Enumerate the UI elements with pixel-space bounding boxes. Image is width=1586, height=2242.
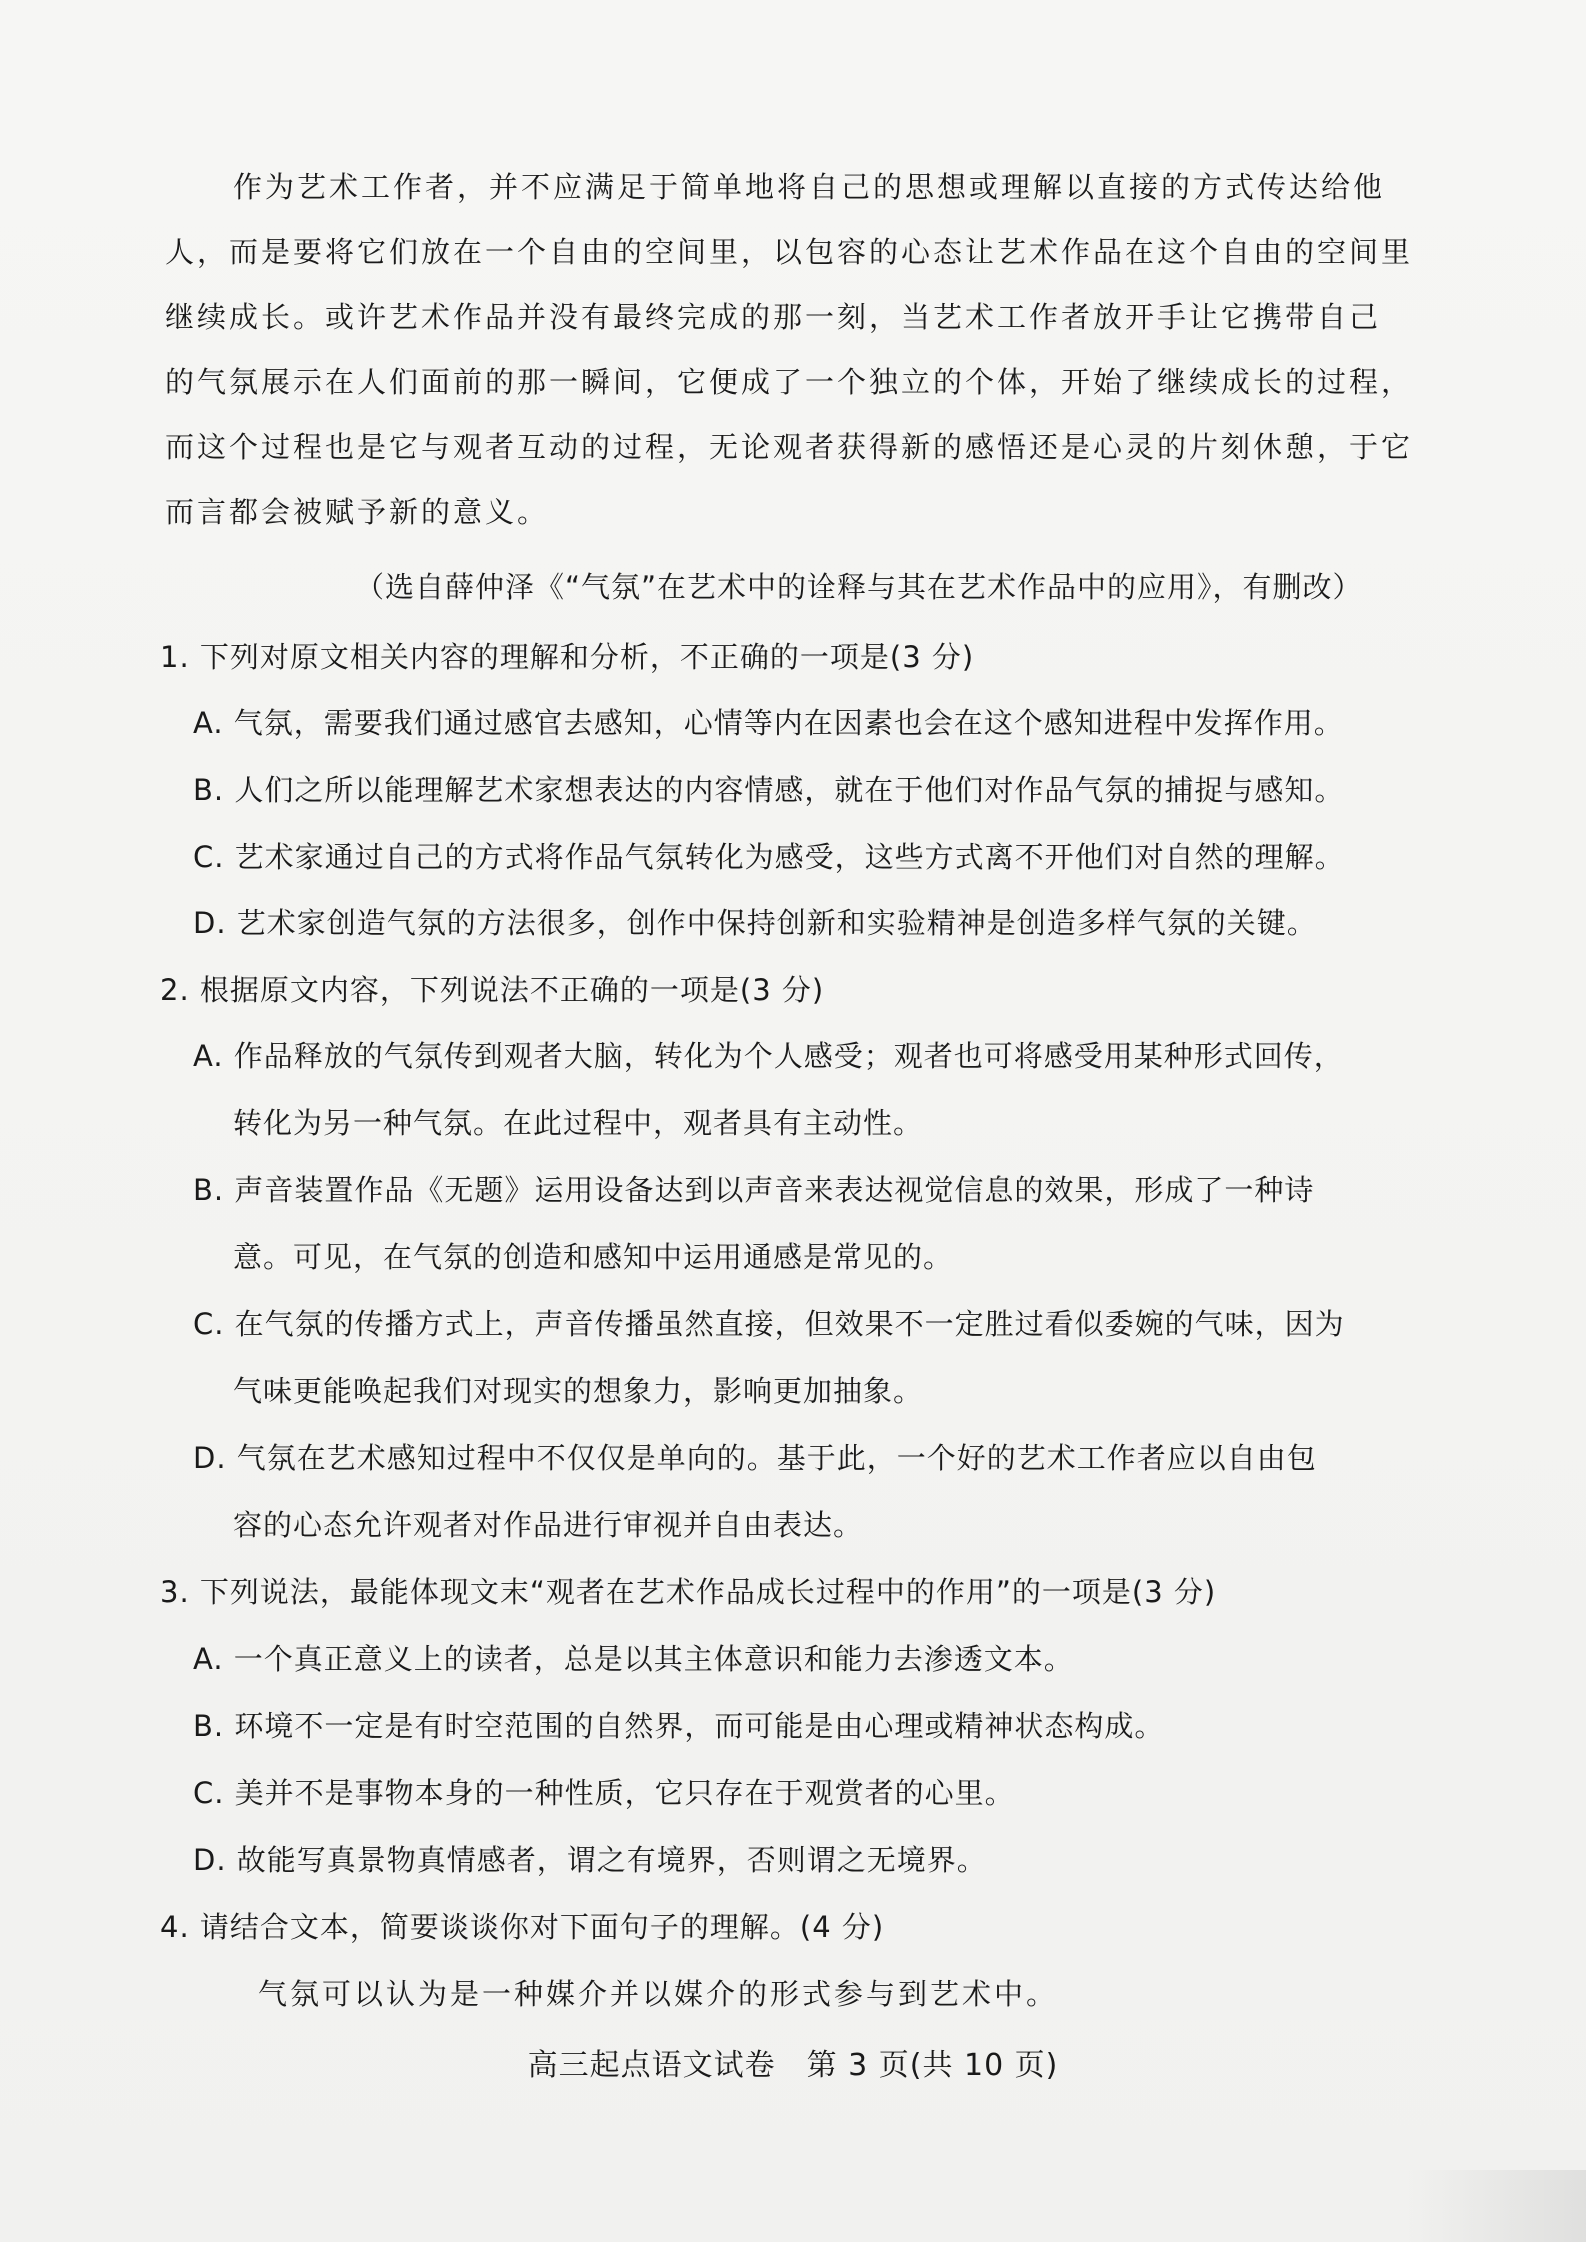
question-1-option-a: A. 气氛，需要我们通过感官去感知，心情等内在因素也会在这个感知进程中发挥作用。 — [193, 706, 1344, 740]
passage-line: 作为艺术工作者，并不应满足于简单地将自己的思想或理解以直接的方式传达给他 — [233, 170, 1386, 204]
question-1-stem: 1. 下列对原文相关内容的理解和分析，不正确的一项是(3 分) — [160, 640, 975, 674]
question-3-option-a: A. 一个真正意义上的读者，总是以其主体意识和能力去渗透文本。 — [193, 1642, 1074, 1676]
question-4-quote: 气氛可以认为是一种媒介并以媒介的形式参与到艺术中。 — [258, 1977, 1059, 2011]
question-2-option-b: B. 声音装置作品《无题》运用设备达到以声音来表达视觉信息的效果，形成了一种诗 — [193, 1173, 1315, 1207]
page-footer: 高三起点语文试卷 第 3 页(共 10 页) — [527, 2048, 1059, 2083]
question-2-option-a: A. 作品释放的气氛传到观者大脑，转化为个人感受；观者也可将感受用某种形式回传， — [193, 1039, 1344, 1073]
question-2-option-c: C. 在气氛的传播方式上，声音传播虽然直接，但效果不一定胜过看似委婉的气味，因为 — [193, 1307, 1345, 1341]
passage-line: 而这个过程也是它与观者互动的过程，无论观者获得新的感悟还是心灵的片刻休憩，于它 — [165, 430, 1414, 464]
question-2-option-b-cont: 意。可见，在气氛的创造和感知中运用通感是常见的。 — [233, 1240, 954, 1274]
question-2-option-d-cont: 容的心态允许观者对作品进行审视并自由表达。 — [233, 1508, 864, 1542]
question-1-option-c: C. 艺术家通过自己的方式将作品气氛转化为感受，这些方式离不开他们对自然的理解。 — [193, 840, 1345, 874]
question-3-option-b: B. 环境不一定是有时空范围的自然界，而可能是由心理或精神状态构成。 — [193, 1709, 1165, 1743]
passage-line: 的气氛展示在人们面前的那一瞬间，它便成了一个独立的个体，开始了继续成长的过程， — [165, 365, 1414, 399]
question-2-stem: 2. 根据原文内容，下列说法不正确的一项是(3 分) — [160, 973, 825, 1007]
question-3-option-d: D. 故能写真景物真情感者，谓之有境界，否则谓之无境界。 — [193, 1843, 987, 1877]
question-4-stem: 4. 请结合文本，简要谈谈你对下面句子的理解。(4 分) — [160, 1910, 885, 1944]
question-2-option-a-cont: 转化为另一种气氛。在此过程中，观者具有主动性。 — [233, 1106, 924, 1140]
question-2-option-c-cont: 气味更能唤起我们对现实的想象力，影响更加抽象。 — [233, 1374, 924, 1408]
question-1-option-b: B. 人们之所以能理解艺术家想表达的内容情感，就在于他们对作品气氛的捕捉与感知。 — [193, 773, 1345, 807]
passage-source: （选自薛仲泽《“气氛”在艺术中的诠释与其在艺术作品中的应用》，有删改） — [355, 570, 1363, 604]
passage-line: 而言都会被赋予新的意义。 — [165, 495, 550, 529]
question-2-option-d: D. 气氛在艺术感知过程中不仅仅是单向的。基于此，一个好的艺术工作者应以自由包 — [193, 1441, 1317, 1475]
question-3-stem: 3. 下列说法，最能体现文末“观者在艺术作品成长过程中的作用”的一项是(3 分) — [160, 1575, 1217, 1609]
question-3-option-c: C. 美并不是事物本身的一种性质，它只存在于观赏者的心里。 — [193, 1776, 1015, 1810]
passage-paragraph — [165, 155, 1414, 545]
passage-line: 人，而是要将它们放在一个自由的空间里，以包容的心态让艺术作品在这个自由的空间里 — [165, 235, 1414, 269]
scan-shadow — [1406, 2170, 1586, 2242]
passage-line: 继续成长。或许艺术作品并没有最终完成的那一刻，当艺术工作者放开手让它携带自己 — [165, 300, 1382, 334]
question-1-option-d: D. 艺术家创造气氛的方法很多，创作中保持创新和实验精神是创造多样气氛的关键。 — [193, 906, 1317, 940]
